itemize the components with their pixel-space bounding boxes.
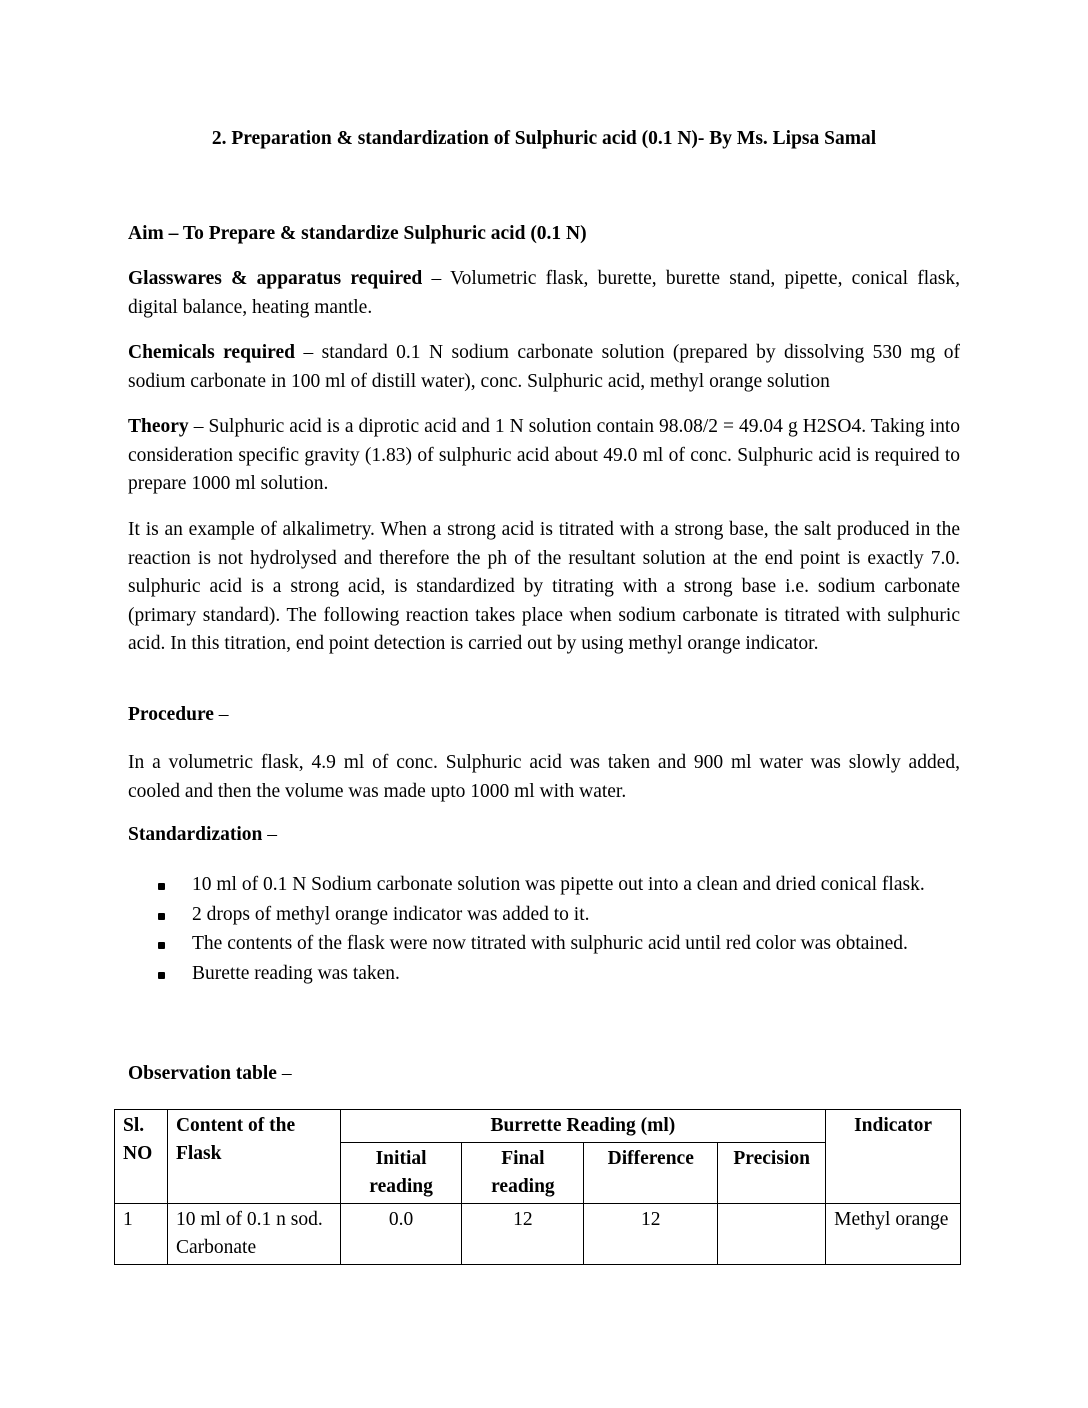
chemicals-text: – standard 0.1 N sodium carbonate solution (prepared by dissolving 530 mg of sodium carbonate in 100 ml of distill water), conc. Sulphuric acid, methyl orange solution (128, 342, 960, 392)
observation-heading-text: Observation table (128, 1063, 277, 1084)
glassware-text: – Volumetric flask, burette, burette stand, pipette, conical flask, digital balance, heating mantle. (128, 268, 960, 318)
cell-difference: 12 (584, 1204, 718, 1265)
step-text: 10 ml of 0.1 N Sodium carbonate solution was pipette out into a clean and dried conical flask. (192, 874, 925, 895)
table-header-row (115, 1110, 961, 1143)
observation-heading-dash: – (276, 1063, 292, 1084)
cell-indicator: Methyl orange (826, 1204, 961, 1265)
theory-paragraph-2: It is an example of alkalimetry. When a strong acid is titrated with a strong base, the salt produced in the reaction is not hydrolysed and therefore the ph of the resultant solution at the end point is exactly 7.0. sulphuric acid is a strong acid, is standardized by titrating with a strong base i.e. sodium carbonate (primary standard). The following reaction takes place when sodium carbonate is titrated with sulphuric acid. In this titration, end point detection is carried out by using methyl orange indicator. (128, 519, 960, 654)
theory-text: – Sulphuric acid is a diprotic acid and 1 N solution contain 98.08/2 = 49.04 g H2SO4. Taking into consideration specific gravity (1.83) of sulphuric acid about 49.0 ml of conc. Sulphuric acid is required to prepare 1000 ml solution. (128, 416, 960, 494)
list-item (128, 871, 952, 900)
table-row (115, 1204, 961, 1265)
standardization-heading-text: Standardization (128, 824, 263, 845)
step-text: 2 drops of methyl orange indicator was added to it. (192, 903, 590, 925)
step-text: Burette reading was taken. (192, 962, 400, 984)
standardization-heading-dash: – (262, 824, 277, 845)
bullet-icon (158, 972, 165, 979)
cell-sl-no: 1 (115, 1204, 168, 1265)
procedure-heading (128, 704, 229, 726)
header-final: Final reading (462, 1143, 584, 1204)
procedure-text: In a volumetric flask, 4.9 ml of conc. Sulphuric acid was taken and 900 ml water was slowly added, cooled and then the volume was made upto 1000 ml with water. (128, 752, 960, 802)
standardization-steps (128, 871, 960, 989)
theory-label: Theory (128, 416, 189, 437)
chemicals-label: Chemicals required (128, 342, 295, 363)
cell-initial: 0.0 (340, 1204, 462, 1265)
header-precision: Precision (718, 1143, 826, 1204)
bullet-icon (158, 942, 165, 949)
standardization-heading (128, 824, 277, 846)
observation-heading (128, 1063, 292, 1085)
header-burette-reading: Burrette Reading (ml) (340, 1110, 825, 1143)
step-text: The contents of the flask were now titrated with sulphuric acid until red color was obtained. (192, 933, 908, 954)
aim-section (128, 220, 960, 249)
aim-label: Aim (128, 223, 164, 244)
list-item (128, 960, 952, 989)
cell-precision (718, 1204, 826, 1265)
cell-final: 12 (462, 1204, 584, 1265)
chemicals-section (128, 339, 960, 396)
header-initial: Initial reading (340, 1143, 462, 1204)
procedure-heading-text: Procedure (128, 704, 214, 725)
bullet-icon (158, 913, 165, 920)
cell-content: 10 ml of 0.1 n sod. Carbonate (167, 1204, 340, 1265)
header-content: Content of the Flask (167, 1110, 340, 1204)
list-item (128, 930, 952, 959)
aim-text: – To Prepare & standardize Sulphuric acid (0.1 N) (163, 223, 587, 244)
procedure-heading-dash: – (213, 704, 229, 725)
header-difference: Difference (584, 1143, 718, 1204)
header-indicator: Indicator (826, 1110, 961, 1204)
bullet-icon (158, 883, 165, 890)
observation-table (114, 1109, 961, 1265)
header-sl-no: Sl. NO (115, 1110, 168, 1204)
theory-section (128, 413, 960, 499)
list-item (128, 901, 952, 930)
glassware-label: Glasswares & apparatus required (128, 268, 423, 289)
document-title: 2. Preparation & standardization of Sulphuric acid (0.1 N)- By Ms. Lipsa Samal (211, 128, 877, 149)
glassware-section (128, 265, 960, 322)
